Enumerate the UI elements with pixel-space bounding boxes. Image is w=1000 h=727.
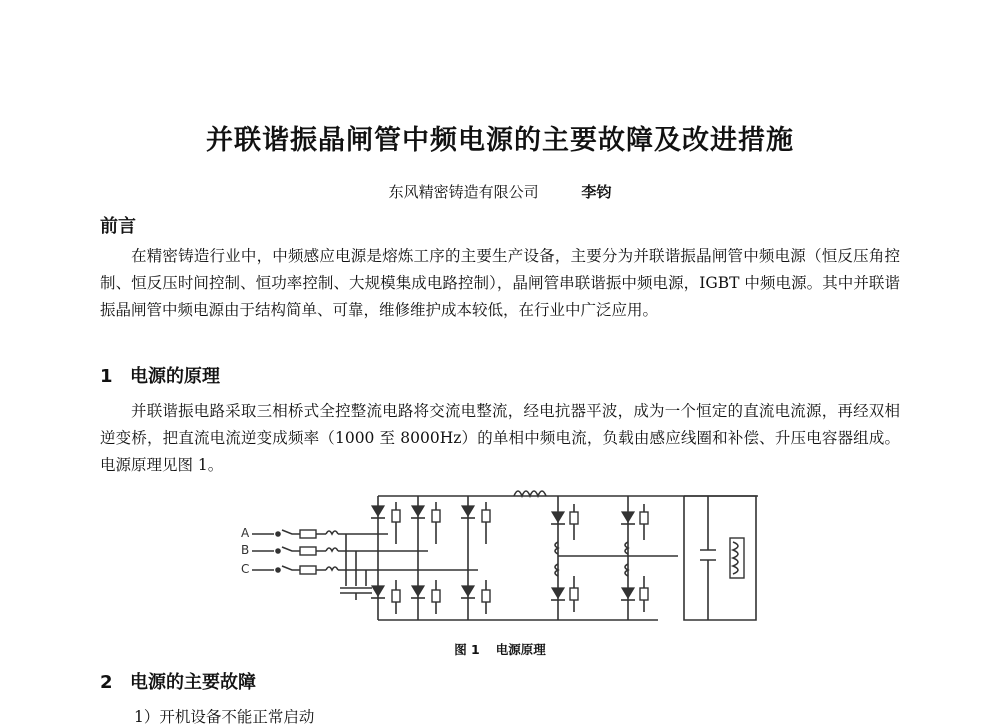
page-title: 并联谐振晶闸管中频电源的主要故障及改进措施 [206, 125, 794, 156]
section1-title: 电源的原理 [130, 366, 220, 387]
figure-caption-text: 电源原理 [495, 642, 546, 657]
phase-label-b: B [241, 543, 250, 557]
preface-paragraph: 在精密铸造行业中，中频感应电源是熔炼工序的主要生产设备，主要分为并联谐振晶闸管中频电源（恒反压角控制、恒反压时间控制、恒功率控制、大规模集成电路控制），晶闸管串联谐振中频电源，IGBT 中频电源。其中并联谐振晶闸管中频电源由于结构简单、可靠，维修维护成本较低，在行业中广泛应用。 [100, 247, 900, 319]
phase-label-c: C [241, 562, 250, 576]
figure-caption [0, 640, 1000, 658]
section1-number: 1 [100, 366, 113, 387]
author-line [0, 181, 1000, 202]
section2-title: 电源的主要故障 [130, 672, 256, 693]
section2-heading [100, 668, 256, 694]
section1-heading [100, 362, 220, 388]
phase-label-a: A [241, 526, 250, 540]
section2-list-item: 1）开机设备不能正常启动 [134, 708, 315, 726]
author-organization: 东风精密铸造有限公司 [388, 183, 539, 201]
input-capacitors [340, 534, 372, 600]
section2-number: 2 [100, 672, 113, 693]
load-circuit [684, 496, 756, 620]
section1-paragraph: 并联谐振电路采取三相桥式全控整流电路将交流电整流，经电抗器平波，成为一个恒定的直流电流源，再经双相逆变桥，把直流电流逆变成频率（1000 至 8000Hz）的单相中频电流，负载由感应线圈和补偿、升压电容器组成。电源原理见图 1。 [100, 402, 900, 474]
author-name: 李钧 [581, 183, 612, 201]
inverter-bridge [466, 496, 678, 620]
circuit-diagram [238, 484, 758, 634]
rectifier-bridge [371, 496, 758, 620]
figure-number: 图 1 [454, 642, 480, 657]
preface-heading: 前言 [100, 216, 136, 237]
